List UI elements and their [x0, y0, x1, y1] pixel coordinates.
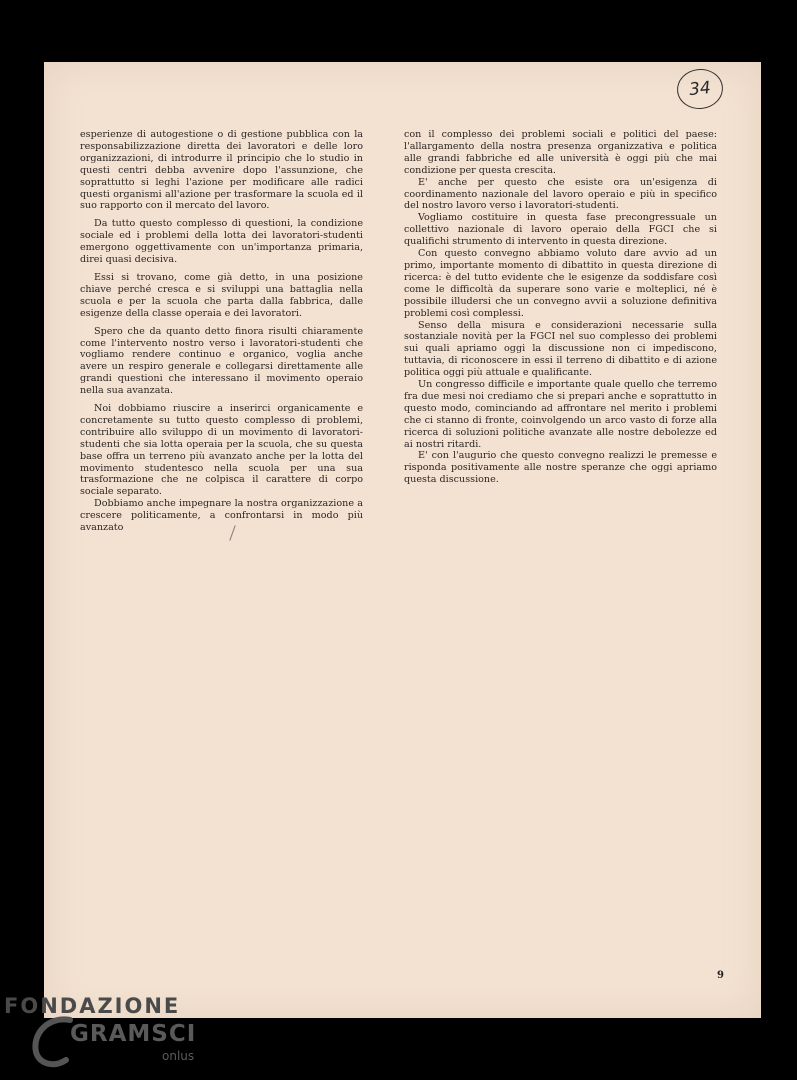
paragraph: Noi dobbiamo riuscire a inserirci organicamente e concretamente su tutto questo complesso di problemi, contribuire allo sviluppo di un movimento di lavoratori-studenti che sia lotta operaia per la scuola, che su questa base offra un terreno più avanzato anche per la lotta del movimento studentesco nella scuola per una sua trasformazione che ne colpisca il carattere di corpo sociale separato. [80, 403, 363, 498]
paragraph: Essi si trovano, come già detto, in una posizione chiave perché cresca e si sviluppi una battaglia nella scuola e per la scuola che parta dalla fabbrica, dalle esigenze della classe operaia e dei lavoratori. [80, 271, 363, 319]
page-number: 9 [717, 970, 724, 981]
paragraph: Senso della misura e considerazioni necessarie sulla sostanziale novità per la FGCI nel suo complesso dei problemi sui quali apriamo oggi la discussione non ci impediscono, tuttavia, di riconoscere in essi il terreno di dibattito e di azione politica oggi più attuale e qualificante. [404, 319, 717, 379]
paragraph: Spero che da quanto detto finora risulti chiaramente come l'intervento nostro verso i lavoratori-studenti che vogliamo rendere continuo e organico, voglia anche avere un respiro generale e collegarsi direttamente alle grandi questioni che interessano il movimento operaio nella sua avanzata. [80, 325, 363, 397]
paragraph: Dobbiamo anche impegnare la nostra organizzazione a crescere politicamente, a confrontarsi in modo più avanzato [80, 498, 363, 534]
paragraph: Un congresso difficile e importante quale quello che terremo fra due mesi noi crediamo che si prepari anche e soprattutto in questo modo, cominciando ad affrontare nel merito i problemi che ci stanno di fronte, coinvolgendo un arco vasto di forze alla ricerca di soluzioni politiche avanzate alle nostre debolezze ed ai nostri ritardi. [404, 379, 717, 450]
watermark-logo [0, 992, 240, 1080]
paragraph: E' anche per questo che esiste ora un'esigenza di coordinamento nazionale del lavoro operaio e più in specifico del nostro lavoro verso i lavoratori-studenti. [404, 176, 717, 212]
watermark-line2: GRAMSCI [70, 1021, 197, 1047]
paragraph: con il complesso dei problemi sociali e politici del paese: l'allargamento della nostra presenza organizzativa e politica alle grandi fabbriche ed alle università è oggi più che mai condizione per questa crescita. [404, 129, 717, 176]
watermark-line1: FONDAZIONE [4, 994, 181, 1018]
paragraph: E' con l'augurio che questo convegno realizzi le premesse e risponda positivamente alle nostre speranze che oggi apriamo questa discussione. [404, 450, 717, 486]
archive-number: 34 [688, 77, 712, 101]
left-column [80, 129, 363, 534]
watermark-line3: onlus [162, 1049, 195, 1063]
paragraph: Da tutto questo complesso di questioni, la condizione sociale ed i problemi della lotta dei lavoratori-studenti emergono oggettivamente con un'importanza primaria, direi quasi decisiva. [80, 218, 363, 266]
right-column [404, 129, 717, 486]
paragraph: Vogliamo costituire in questa fase precongressuale un collettivo nazionale di lavoro operaio della FGCI che si qualifichi strumento di intervento in questa direzione. [404, 212, 717, 248]
paragraph: esperienze di autogestione o di gestione pubblica con la responsabilizzazione diretta dei lavoratori e delle loro organizzazioni, di introdurre il principio che lo studio in questi centri debba avvenire dopo l'assunzione, che soprattutto si leghi l'azione per modificare alle radici questi organismi all'azione per trasformare la scuola ed il suo rapporto con il mercato del lavoro. [80, 129, 363, 212]
paragraph: Con questo convegno abbiamo voluto dare avvio ad un primo, importante momento di dibattito in questa direzione di ricerca: è del tutto evidente che le esigenze da soddisfare così come le difficoltà da superare sono varie e molteplici, né è possibile illudersi che un convegno avvii a soluzione definitiva problemi così complessi. [404, 248, 717, 319]
